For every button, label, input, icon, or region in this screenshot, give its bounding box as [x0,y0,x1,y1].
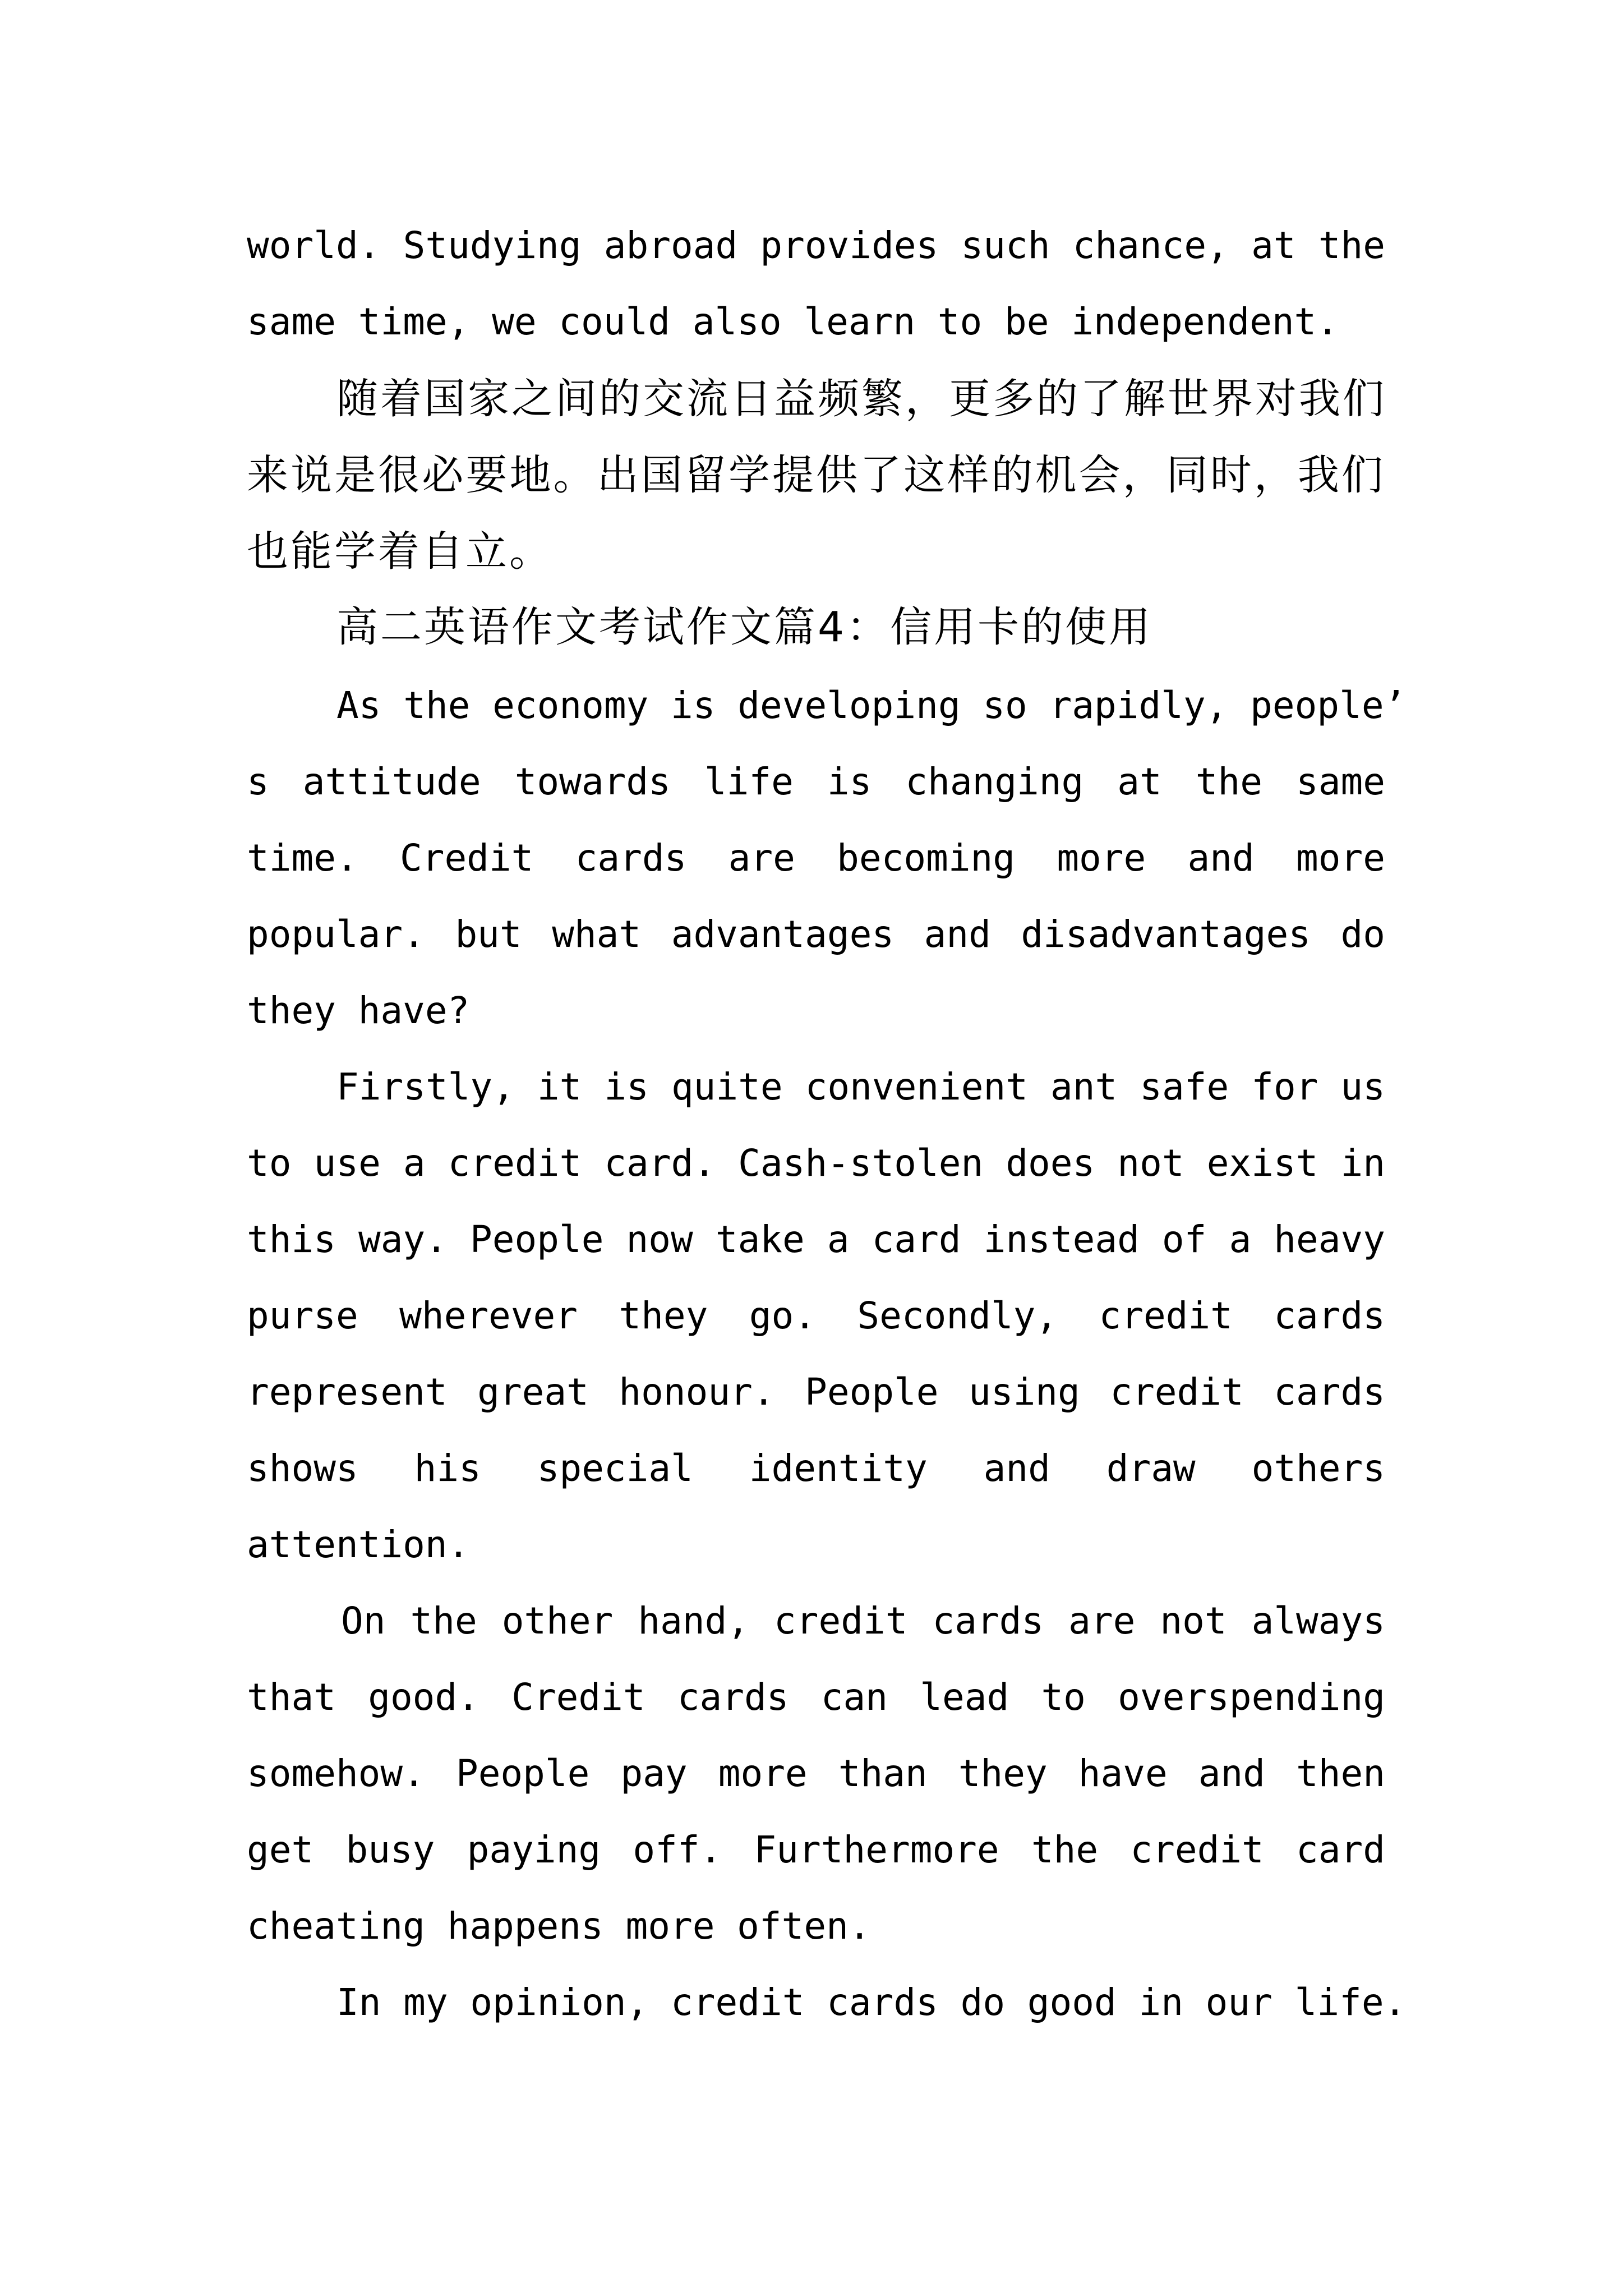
text-line: cheating happens more often. [247,1904,871,1948]
text-line: this way. People now take a card instead of a heavy [247,1218,1385,1261]
text-line: to use a credit card. Cash-stolen does not exist in [247,1142,1385,1185]
text-line: they have? [247,989,470,1032]
text-line: In my opinion, credit cards do good in our life. [336,1981,1407,2024]
text-line: 来说是很必要地。出国留学提供了这样的机会，同时，我们 [247,451,1385,499]
text-line: popular. but what advantages and disadvantages do [247,913,1385,956]
text-line: represent great honour. People using credit cards [247,1370,1385,1414]
text-line: As the economy is developing so rapidly, people’ [336,684,1407,727]
section-heading: 高二英语作文考试作文篇4：信用卡的使用 [336,603,1153,651]
text-line: 也能学着自立。 [247,527,553,576]
text-line: attention. [247,1523,470,1566]
text-line: On the other hand, credit cards are not always [341,1599,1385,1642]
text-line: s attitude towards life is changing at the same [247,760,1385,803]
text-line: Firstly, it is quite convenient ant safe for us [336,1065,1385,1108]
text-line: that good. Credit cards can lead to overspending [247,1676,1385,1719]
text-line: world. Studying abroad provides such chance, at the [247,224,1385,267]
text-line: shows his special identity and draw others [247,1447,1385,1490]
text-line: get busy paying off. Furthermore the credit card [247,1828,1385,1871]
text-line: somehow. People pay more than they have and then [247,1752,1385,1795]
text-line: 随着国家之间的交流日益频繁，更多的了解世界对我们 [336,375,1386,423]
text-line: time. Credit cards are becoming more and more [247,836,1385,880]
text-line: purse wherever they go. Secondly, credit cards [247,1294,1385,1337]
text-line: same time, we could also learn to be independent. [247,300,1339,343]
